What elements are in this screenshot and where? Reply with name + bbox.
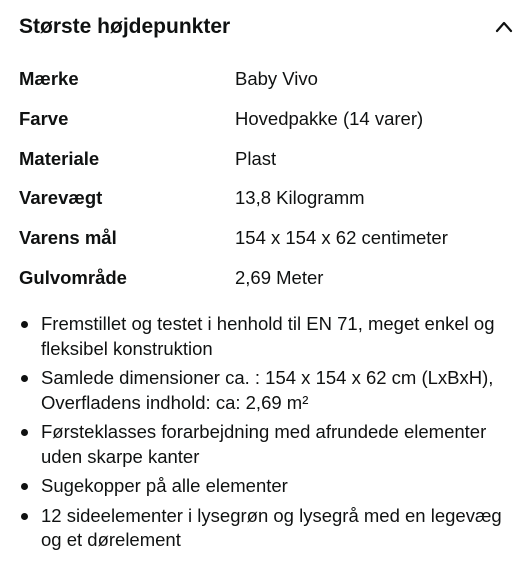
spec-key: Varens mål [19, 227, 117, 249]
spec-key: Farve [19, 107, 69, 129]
spec-key: Materiale [19, 147, 100, 169]
bullet-dot-icon [21, 375, 28, 382]
spec-key: Varevægt [19, 187, 103, 209]
list-item [19, 312, 519, 361]
spec-value: 2,69 Meter [235, 266, 324, 288]
bullet-dot-icon [21, 513, 28, 520]
spec-table [19, 64, 519, 303]
spec-value: 154 x 154 x 62 centimeter [235, 227, 448, 249]
spec-row-color [19, 104, 519, 144]
spec-value: Plast [235, 147, 277, 169]
spec-row-dimensions [19, 223, 519, 263]
spec-key: Mærke [19, 68, 79, 89]
feature-bullet-list [19, 312, 519, 558]
list-item [19, 420, 519, 469]
spec-key: Gulvområde [19, 266, 127, 288]
bullet-text: 12 sideelementer i lysegrøn og lysegrå med en legevæg og et dørelement [41, 504, 502, 550]
bullet-dot-icon [21, 429, 28, 436]
spec-row-material [19, 144, 519, 184]
spec-row-floor-area [19, 263, 519, 303]
list-item [19, 366, 519, 415]
spec-value: Hovedpakke (14 varer) [235, 107, 424, 129]
spec-row-weight [19, 183, 519, 223]
spec-row-brand [19, 64, 519, 104]
section-title: Største højdepunkter [19, 15, 231, 38]
chevron-up-icon[interactable] [493, 16, 515, 38]
bullet-dot-icon [21, 321, 28, 328]
bullet-dot-icon [21, 483, 28, 490]
bullet-text: Fremstillet og testet i henhold til EN 71, meget enkel og fleksibel konstruktion [41, 313, 495, 359]
bullet-text: Samlede dimensioner ca. : 154 x 154 x 62 cm (LxBxH), Overfladens indhold: ca: 2,69 m² [41, 367, 494, 413]
list-item [19, 504, 519, 553]
bullet-text: Førsteklasses forarbejdning med afrundede elementer uden skarpe kanter [41, 421, 487, 467]
spec-value: Baby Vivo [235, 68, 318, 89]
section-header[interactable] [19, 12, 519, 44]
spec-value: 13,8 Kilogramm [235, 187, 365, 209]
bullet-text: Sugekopper på alle elementer [41, 475, 288, 496]
list-item [19, 474, 519, 499]
